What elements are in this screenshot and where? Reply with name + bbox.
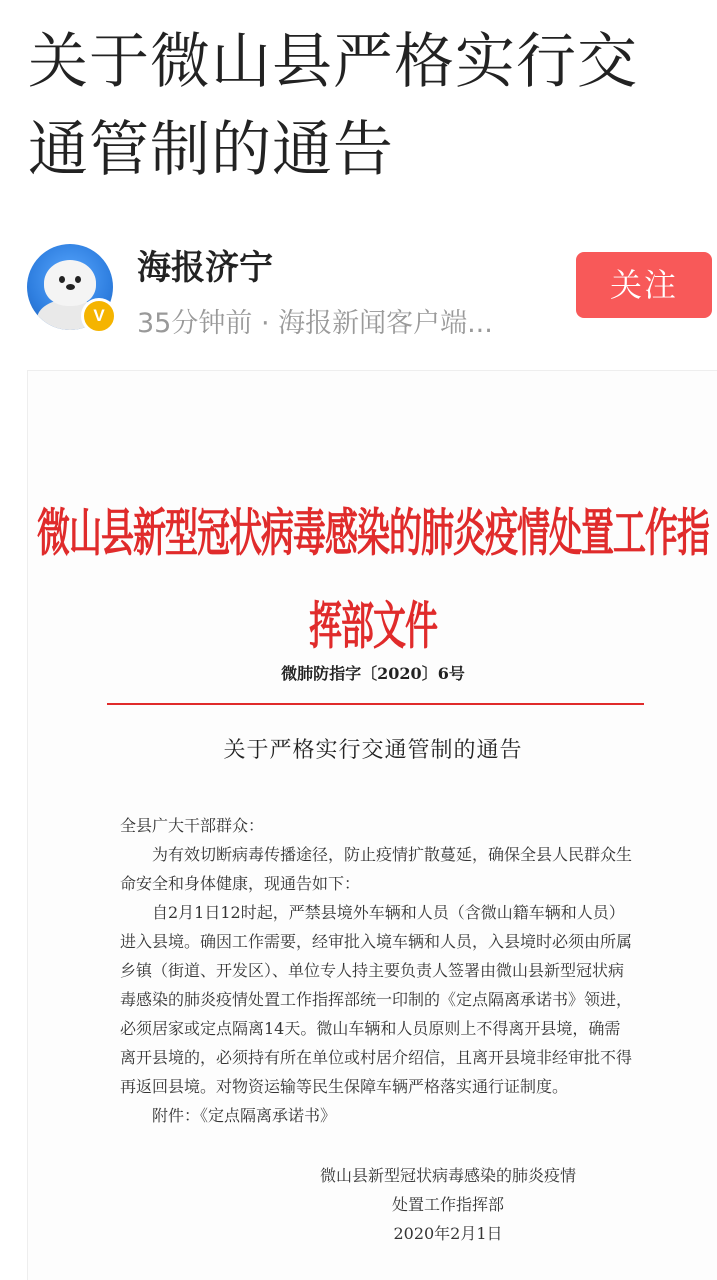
article-title: 关于微山县严格实行交通管制的通告 (28, 27, 638, 185)
seal-nose (66, 284, 75, 290)
follow-button[interactable]: 关注 (576, 252, 712, 318)
salutation: 全县广大干部群众： (120, 816, 265, 835)
document-number: 微肺防指字〔2020〕6号 (281, 664, 465, 683)
paragraph: 为有效切断病毒传播途径，防止疫情扩散蔓延，确保全县人民群众生命安全和身体健康，现通告如下： (120, 845, 633, 893)
document-title: 关于严格实行交通管制的通告 (223, 738, 523, 763)
attachment-line: 附件：《定点隔离承诺书》 (152, 1106, 337, 1125)
seal-head-shape (44, 260, 96, 306)
seal-eye-right (75, 276, 81, 283)
signature-line: 微山县新型冠状病毒感染的肺炎疫情 (319, 1166, 576, 1185)
signature-line: 处置工作指挥部 (391, 1195, 504, 1214)
document-header: 微山县新型冠状病毒感染的肺炎疫情处置工作指挥部文件 (37, 502, 709, 656)
verified-badge-icon: V (81, 298, 117, 334)
seal-eye-left (59, 276, 65, 283)
author-name[interactable]: 海报济宁 (137, 248, 273, 288)
publish-meta: 35分钟前 · 海报新闻客户端... (137, 308, 493, 339)
paragraph: 自2月1日12时起，严禁县境外车辆和人员（含微山籍车辆和人员）进入县境。确因工作需要，经审批入境车辆和人员，入县境时必须由所属乡镇（街道、开发区）、单位专人持主要负责人签署由微山县新型冠状病毒感染的肺炎疫情处置工作指挥部统一印制的《定点隔离承诺书》领进，必须居家或定点隔离14天。微山车辆和人员原则上不得离开县境，确需离开县境的，必须持有所在单位或村居介绍信，且离开县境非经审批不得再返回县境。对物资运输等民生保障车辆严格落实通行证制度。 (120, 903, 633, 1096)
document-signature (278, 1161, 618, 1248)
signature-date: 2020年2月1日 (393, 1224, 503, 1243)
document-image[interactable] (27, 370, 717, 1280)
red-divider (107, 703, 644, 705)
document-body (120, 811, 632, 1130)
author-row[interactable] (0, 240, 717, 350)
